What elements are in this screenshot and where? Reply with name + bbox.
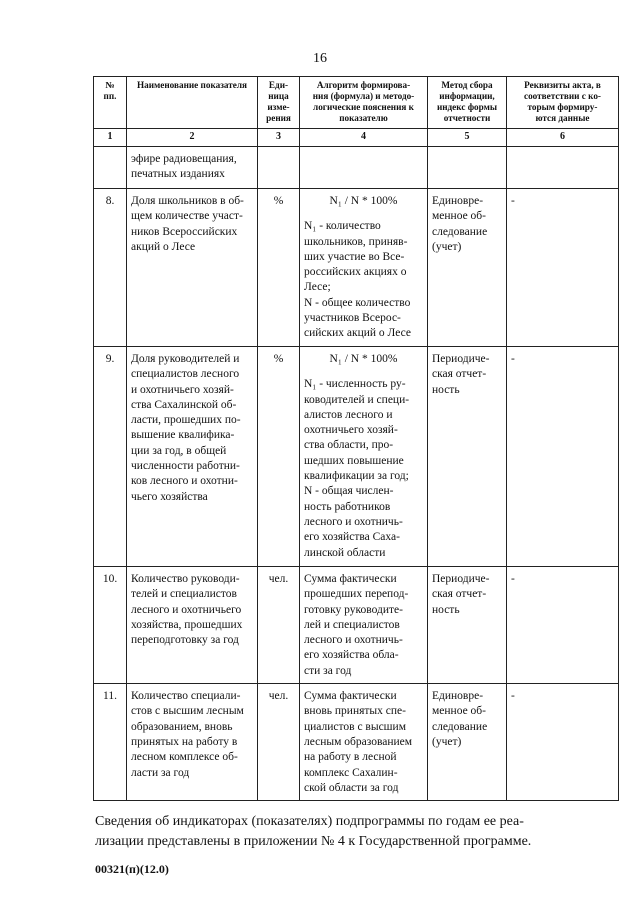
header-requisites: Реквизиты акта, в соответствии с ко- торым формиру- ются данные	[507, 77, 619, 129]
unit: %	[258, 189, 300, 347]
page-number: 16	[313, 51, 327, 66]
row-number: 8.	[94, 189, 127, 347]
collection-method: Единовре- менное об- следование (учет)	[428, 189, 507, 347]
continuation-text: эфире радиовещания, печатных изданиях	[127, 147, 258, 189]
collection-method: Периодиче- ская отчет- ность	[428, 567, 507, 684]
document-code: 00321(п)(12.0)	[95, 862, 169, 876]
header-number: № пп.	[94, 77, 127, 129]
table-row	[94, 567, 619, 684]
algorithm-cell	[300, 189, 428, 347]
column-number: 6	[507, 129, 619, 147]
header-unit: Еди- ница изме- рения	[258, 77, 300, 129]
collection-method: Единовре- менное об- следование (учет)	[428, 684, 507, 801]
formula-explanation: N₁ - количество школьников, приняв- ших участие во Все- российских акциях о Лесе; N - общее количество участников Всерос- сийских акций о Лесе	[304, 220, 411, 340]
requisites: -	[507, 567, 619, 684]
column-number-row	[94, 129, 619, 147]
formula: N₁ / N * 100%	[329, 195, 398, 207]
indicator-name: Доля руководителей и специалистов лесного и охотничьего хозяй- ства Сахалинской об- ласти, прошедших по- вышение квалифика- ции за год, в общей численности работни- ков лесного и охотни- чьего хозяйства	[127, 347, 258, 567]
summary-paragraph: Сведения об индикаторах (показателях) подпрограммы по годам ее реа- лизации представлены в приложении № 4 к Государственной программе.	[95, 814, 532, 849]
cell-empty	[507, 147, 619, 189]
row-number: 9.	[94, 347, 127, 567]
indicator-name: Доля школьников в об- щем количестве участ- ников Всероссийских акций о Лесе	[127, 189, 258, 347]
unit: %	[258, 347, 300, 567]
unit: чел.	[258, 684, 300, 801]
formula-explanation: N₁ - численность ру- ководителей и специ- алистов лесного и охотничьего хозяй- ства области, про- шедших повышение квалификации за год; N - общая числен- ность работников лесного и охотничь- его хозяйства Саха- линской области	[304, 378, 410, 559]
column-number: 5	[428, 129, 507, 147]
formula-explanation: Сумма фактически прошедших перепод- готовку руководите- лей и специалистов лесного и охотничь- его хозяйства обла- сти за год	[300, 567, 428, 684]
requisites: -	[507, 684, 619, 801]
algorithm-cell	[300, 347, 428, 567]
header-indicator-name: Наименование показателя	[127, 77, 258, 129]
row-number: 11.	[94, 684, 127, 801]
continuation-row	[94, 147, 619, 189]
collection-method: Периодиче- ская отчет- ность	[428, 347, 507, 567]
column-number: 1	[94, 129, 127, 147]
row-number: 10.	[94, 567, 127, 684]
table-row	[94, 347, 619, 567]
cell-empty	[94, 147, 127, 189]
indicator-name: Количество руководи- телей и специалистов лесного и охотничьего хозяйства, прошедших переподготовку за год	[127, 567, 258, 684]
table-row	[94, 189, 619, 347]
table-row	[94, 684, 619, 801]
header-method: Метод сбора информации, индекс формы отчетности	[428, 77, 507, 129]
indicator-name: Количество специали- стов с высшим лесным образованием, вновь принятых на работу в лесном комплексе об- ласти за год	[127, 684, 258, 801]
requisites: -	[507, 347, 619, 567]
cell-empty	[258, 147, 300, 189]
cell-empty	[300, 147, 428, 189]
requisites: -	[507, 189, 619, 347]
formula: N₁ / N * 100%	[329, 353, 398, 365]
header-algorithm: Алгоритм формирова- ния (формула) и методо- логические пояснения к показателю	[300, 77, 428, 129]
table-header-row	[94, 77, 619, 129]
column-number: 4	[300, 129, 428, 147]
unit: чел.	[258, 567, 300, 684]
column-number: 3	[258, 129, 300, 147]
cell-empty	[428, 147, 507, 189]
indicators-table	[93, 76, 619, 801]
column-number: 2	[127, 129, 258, 147]
formula-explanation: Сумма фактически вновь принятых спе- циалистов с высшим лесным образованием на работу в лесной комплекс Сахалин- ской области за год	[300, 684, 428, 801]
